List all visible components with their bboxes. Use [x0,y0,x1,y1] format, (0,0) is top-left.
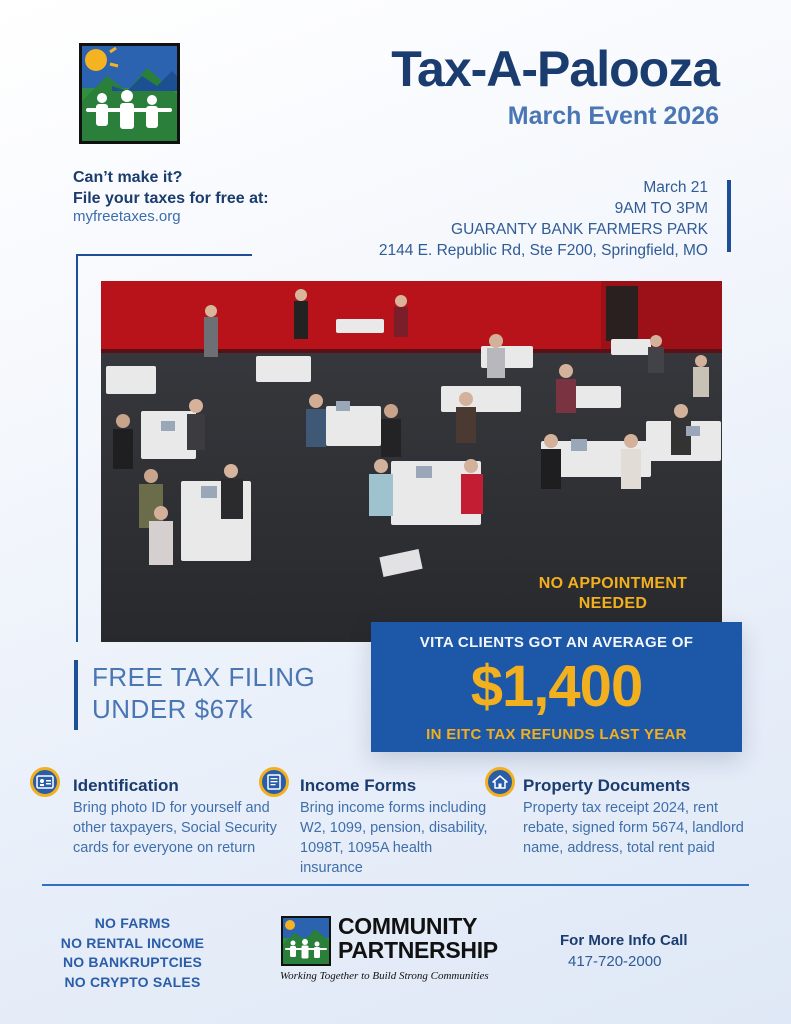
requirement-title-property-documents: Property Documents [523,776,691,795]
document-icon [259,767,289,797]
vita-heading: VITA CLIENTS GOT AN AVERAGE OF [419,634,694,651]
no-appointment-line2: NEEDED [578,595,648,612]
decorative-line [76,254,252,256]
exclusion-item: NO BANKRUPTCIES [62,954,203,970]
contact-phone[interactable]: 417-720-2000 [568,953,662,970]
vita-refund-box [371,622,742,752]
requirement-title-income-forms: Income Forms [300,776,417,795]
requirement-text-property-documents: Property tax receipt 2024, rent rebate, signed form 5674, landlord name, address, total rent paid [523,800,744,856]
requirement-text-identification: Bring photo ID for yourself and other taxpayers, Social Security cards for everyone on return [73,800,277,856]
section-divider [42,884,749,886]
event-date: March 21 [643,179,708,196]
exclusion-item: NO RENTAL INCOME [60,934,205,951]
alt-filing-line1: Can’t make it? [73,169,183,186]
vita-amount: $1,400 [470,654,643,719]
free-filing-line2: UNDER $67k [92,694,254,724]
alt-filing-text [73,167,269,209]
organization-tagline: Working Together to Build Strong Communities [280,970,489,982]
decorative-line [76,254,78,642]
organization-name [338,914,498,962]
no-appointment-notice [524,574,702,614]
community-partnership-logo-icon [281,916,331,966]
event-venue: GUARANTY BANK FARMERS PARK [451,221,708,238]
id-card-icon [30,767,60,797]
exclusion-item: NO CRYPTO SALES [64,973,201,990]
page-title: Tax-A-Palooza [391,41,719,97]
event-address: 2144 E. Republic Rd, Ste F200, Springfield, MO [378,242,708,259]
event-details [379,177,718,261]
free-filing-line1: FREE TAX FILING [92,662,316,692]
requirement-text-income-forms: Bring income forms including W2, 1099, pension, disability, 1098T, 1095A health insurance [300,800,488,876]
organization-logo [79,43,180,144]
alt-filing-link[interactable]: myfreetaxes.org [73,208,181,225]
contact-heading: For More Info Call [560,932,688,949]
alt-filing-line2: File your taxes for free at: [73,190,269,207]
organization-name-line2: PARTNERSHIP [338,937,498,963]
details-accent-bar [727,180,731,252]
house-icon [485,767,515,797]
event-time: 9AM TO 3PM [614,200,708,217]
free-filing-callout [92,661,315,725]
exclusion-item: NO FARMS [94,915,171,931]
requirement-title-identification: Identification [73,776,179,795]
page-subtitle: March Event 2026 [507,102,719,130]
vita-footer: IN EITC TAX REFUNDS LAST YEAR [426,726,687,743]
free-filing-accent-bar [74,660,78,730]
exclusions-list [40,914,225,992]
no-appointment-line1: NO APPOINTMENT [538,575,688,592]
organization-name-line1: COMMUNITY [338,913,478,939]
